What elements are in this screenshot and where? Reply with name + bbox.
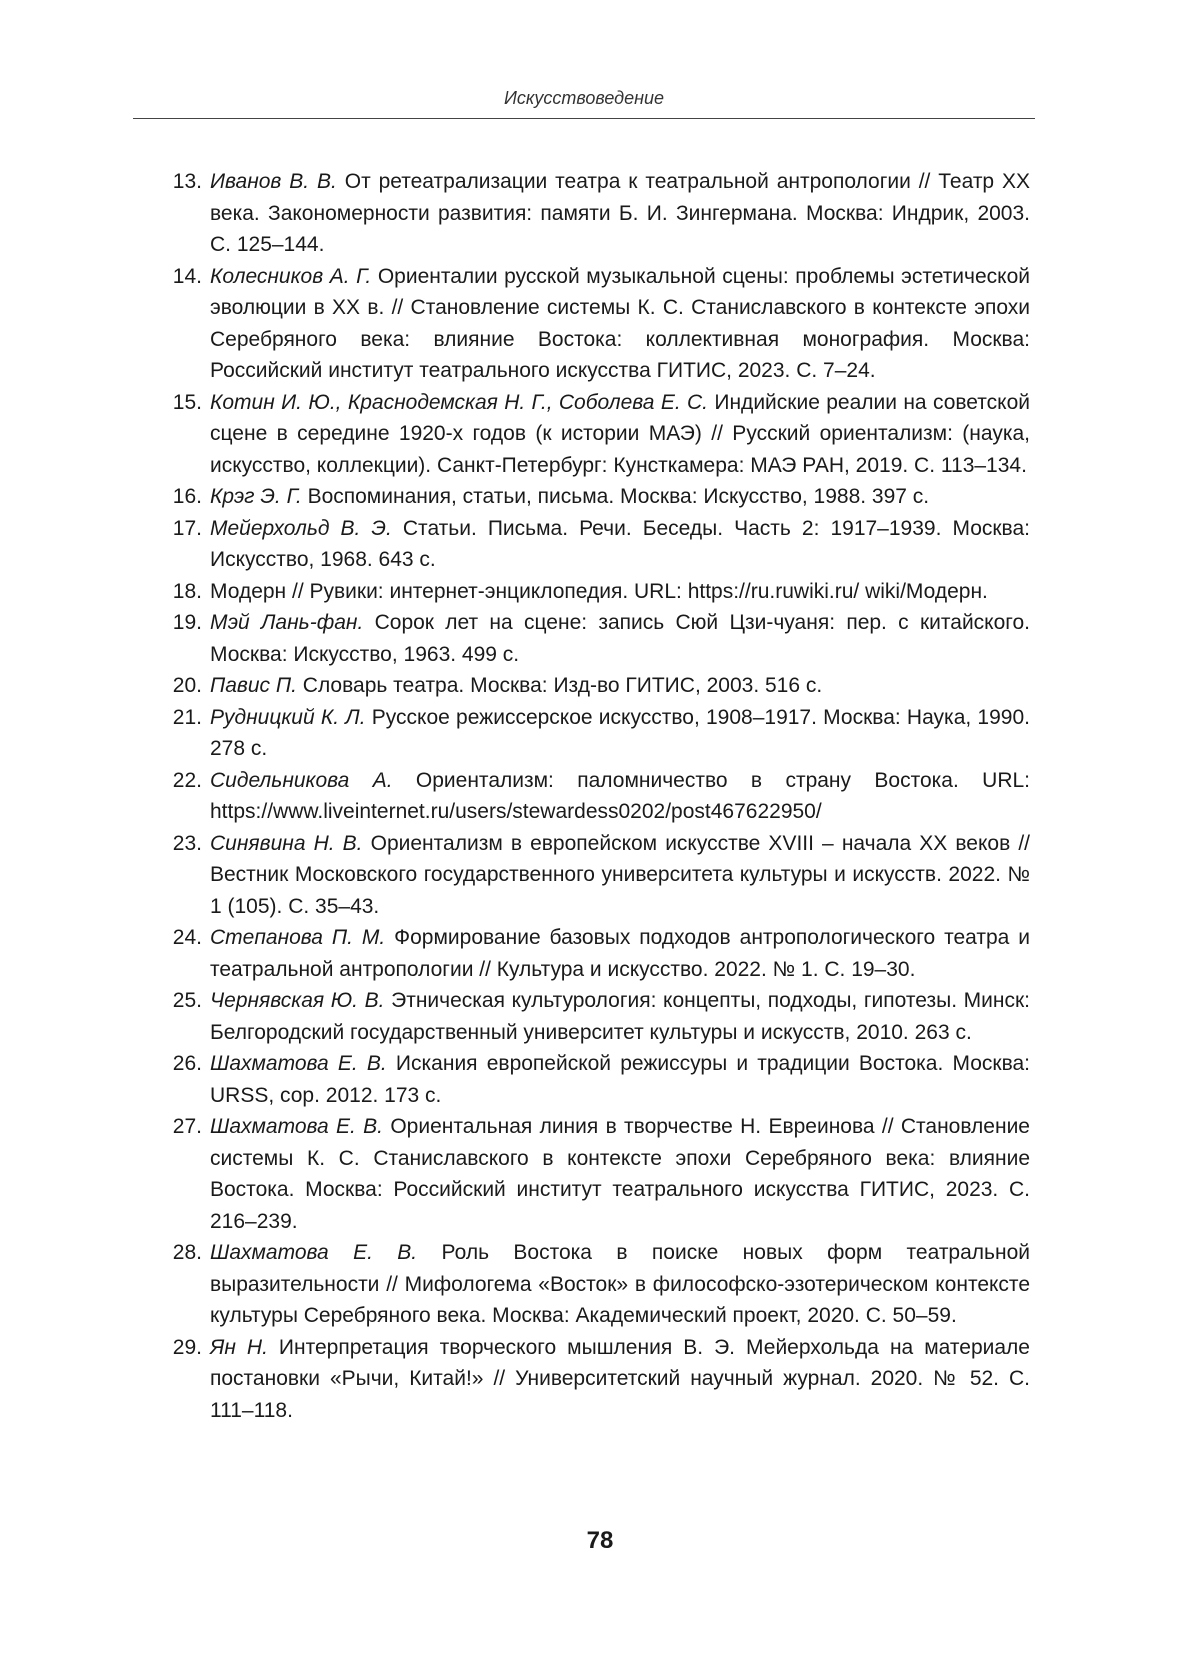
reference-text: Этническая культурология: концепты, подходы, гипотезы. Минск: Белгородский государственный университет культуры и искусств, 2010. 263 с. xyxy=(210,989,1030,1044)
reference-text: Ориентализм в европейском искусстве XVIII – начала XX веков // Вестник Московского государственного университета культуры и искусств. 2022. № 1 (105). С. 35–43. xyxy=(210,831,1030,918)
reference-item xyxy=(160,1237,1030,1332)
reference-item xyxy=(160,166,1030,261)
reference-text: От ретеатрализации театра к театральной антропологии // Театр XX века. Закономерности развития: памяти Б. И. Зингермана. Москва: Индрик, 2003. С. 125–144. xyxy=(210,170,1031,256)
reference-item xyxy=(160,922,1030,985)
reference-text: Ориентализм: паломничество в страну Востока. URL: https://www.liveinternet.ru/users/stewardess0202/post467622950/ xyxy=(210,768,1031,823)
reference-text: Искания европейской режиссуры и традиции Востока. Москва: URSS, сор. 2012. 173 с. xyxy=(210,1052,1030,1107)
reference-text: Воспоминания, статьи, письма. Москва: Искусство, 1988. 397 с. xyxy=(301,485,930,508)
reference-item xyxy=(160,1048,1030,1111)
reference-author: Ян Н. xyxy=(210,1335,268,1359)
reference-author: Шахматова Е. В. xyxy=(210,1052,387,1075)
reference-author: Мейерхольд В. Э. xyxy=(210,516,392,540)
reference-text: Статьи. Письма. Речи. Беседы. Часть 2: 1917–1939. Москва: Искусство, 1968. 643 с. xyxy=(210,516,1030,571)
reference-text: Сорок лет на сцене: запись Сюй Цзи-чуаня: пер. с китайского. Москва: Искусство, 1963. 499 с. xyxy=(210,611,1030,666)
page-number: 78 xyxy=(586,1527,614,1554)
reference-author: Шахматова Е. В. xyxy=(210,1241,418,1264)
reference-author: Сидельникова А. xyxy=(210,768,393,792)
reference-item xyxy=(160,576,1030,608)
reference-number: 19. xyxy=(172,611,202,634)
reference-author: Степанова П. М. xyxy=(210,926,386,949)
reference-text: Интерпретация творческого мышления В. Э. Мейерхольда на материале постановки «Рычи, Китай!» // Университетский научный журнал. 2020. № 52. С. 111–118. xyxy=(210,1335,1030,1422)
reference-author: Чернявская Ю. В. xyxy=(210,989,385,1012)
reference-number: 29. xyxy=(172,1335,202,1359)
reference-item xyxy=(160,670,1030,702)
reference-text: Словарь театра. Москва: Изд-во ГИТИС, 2003. 516 с. xyxy=(296,674,823,697)
reference-item xyxy=(160,261,1030,387)
reference-text: Русское режиссерское искусство, 1908–1917. Москва: Наука, 1990. 278 с. xyxy=(210,705,1030,760)
reference-author: Рудницкий К. Л. xyxy=(210,705,366,729)
reference-item xyxy=(160,1111,1030,1237)
reference-number: 24. xyxy=(172,926,202,949)
reference-number: 20. xyxy=(172,674,202,697)
reference-number: 17. xyxy=(172,516,202,540)
reference-text: Ориентальная линия в творчестве Н. Евреинова // Становление системы К. С. Станиславского в контексте эпохи Серебряного века: влияние Востока. Москва: Российский институт театрального искусства ГИТИС, 2023. С. 216–239. xyxy=(210,1115,1030,1233)
reference-number: 28. xyxy=(172,1241,202,1264)
reference-number: 22. xyxy=(172,768,202,792)
reference-author: Мэй Лань-фан. xyxy=(210,611,364,634)
reference-item xyxy=(160,702,1030,765)
reference-author: Павис П. xyxy=(210,674,297,697)
reference-number: 18. xyxy=(172,579,202,603)
reference-text: Ориенталии русской музыкальной сцены: проблемы эстетической эволюции в XX в. // Становление системы К. С. Станиславского в контексте эпохи Серебряного века: влияние Востока: коллективная монография. Москва: Российский институт театрального искусства ГИТИС, 2023. С. 7–24. xyxy=(210,264,1030,382)
reference-item xyxy=(160,985,1030,1048)
reference-number: 16. xyxy=(172,485,202,508)
reference-item xyxy=(160,607,1030,670)
reference-number: 21. xyxy=(172,705,202,729)
header-divider xyxy=(133,118,1035,119)
reference-author: Котин И. Ю., Краснодемская Н. Г., Соболева Е. С. xyxy=(210,390,709,414)
reference-author: Шахматова Е. В. xyxy=(210,1115,384,1138)
reference-number: 14. xyxy=(172,264,202,288)
reference-list xyxy=(160,166,1030,1426)
reference-item xyxy=(160,1332,1030,1427)
reference-number: 27. xyxy=(172,1115,202,1138)
reference-item xyxy=(160,828,1030,923)
reference-text: Индийские реалии на советской сцене в середине 1920-х годов (к истории МАЭ) // Русский ориентализм: (наука, искусство, коллекции). Санкт-Петербург: Кунсткамера: МАЭ РАН, 2019. С. 113–134. xyxy=(210,390,1030,477)
reference-item xyxy=(160,765,1030,828)
reference-author: Синявина Н. В. xyxy=(210,831,363,855)
reference-item xyxy=(160,513,1030,576)
reference-item xyxy=(160,387,1030,482)
reference-number: 26. xyxy=(172,1052,202,1075)
reference-author: Иванов В. В. xyxy=(210,170,337,193)
reference-number: 25. xyxy=(172,989,202,1012)
reference-item xyxy=(160,481,1030,513)
reference-text: Формирование базовых подходов антропологического театра и театральной антропологии // Культура и искусство. 2022. № 1. С. 19–30. xyxy=(210,926,1030,981)
reference-author: Крэг Э. Г. xyxy=(210,485,302,508)
running-title: Искусствоведение xyxy=(503,88,665,108)
reference-text: Модерн // Рувики: интернет-энциклопедия. URL: https://ru.ruwiki.ru/ wiki/Модерн. xyxy=(210,579,988,603)
reference-number: 23. xyxy=(172,831,202,855)
reference-author: Колесников А. Г. xyxy=(210,264,372,288)
reference-number: 15. xyxy=(172,390,202,414)
reference-text: Роль Востока в поиске новых форм театральной выразительности // Мифологема «Восток» в философско-эзотерическом контексте культуры Серебряного века. Москва: Академический проект, 2020. С. 50–59. xyxy=(210,1241,1030,1327)
reference-number: 13. xyxy=(172,170,202,193)
